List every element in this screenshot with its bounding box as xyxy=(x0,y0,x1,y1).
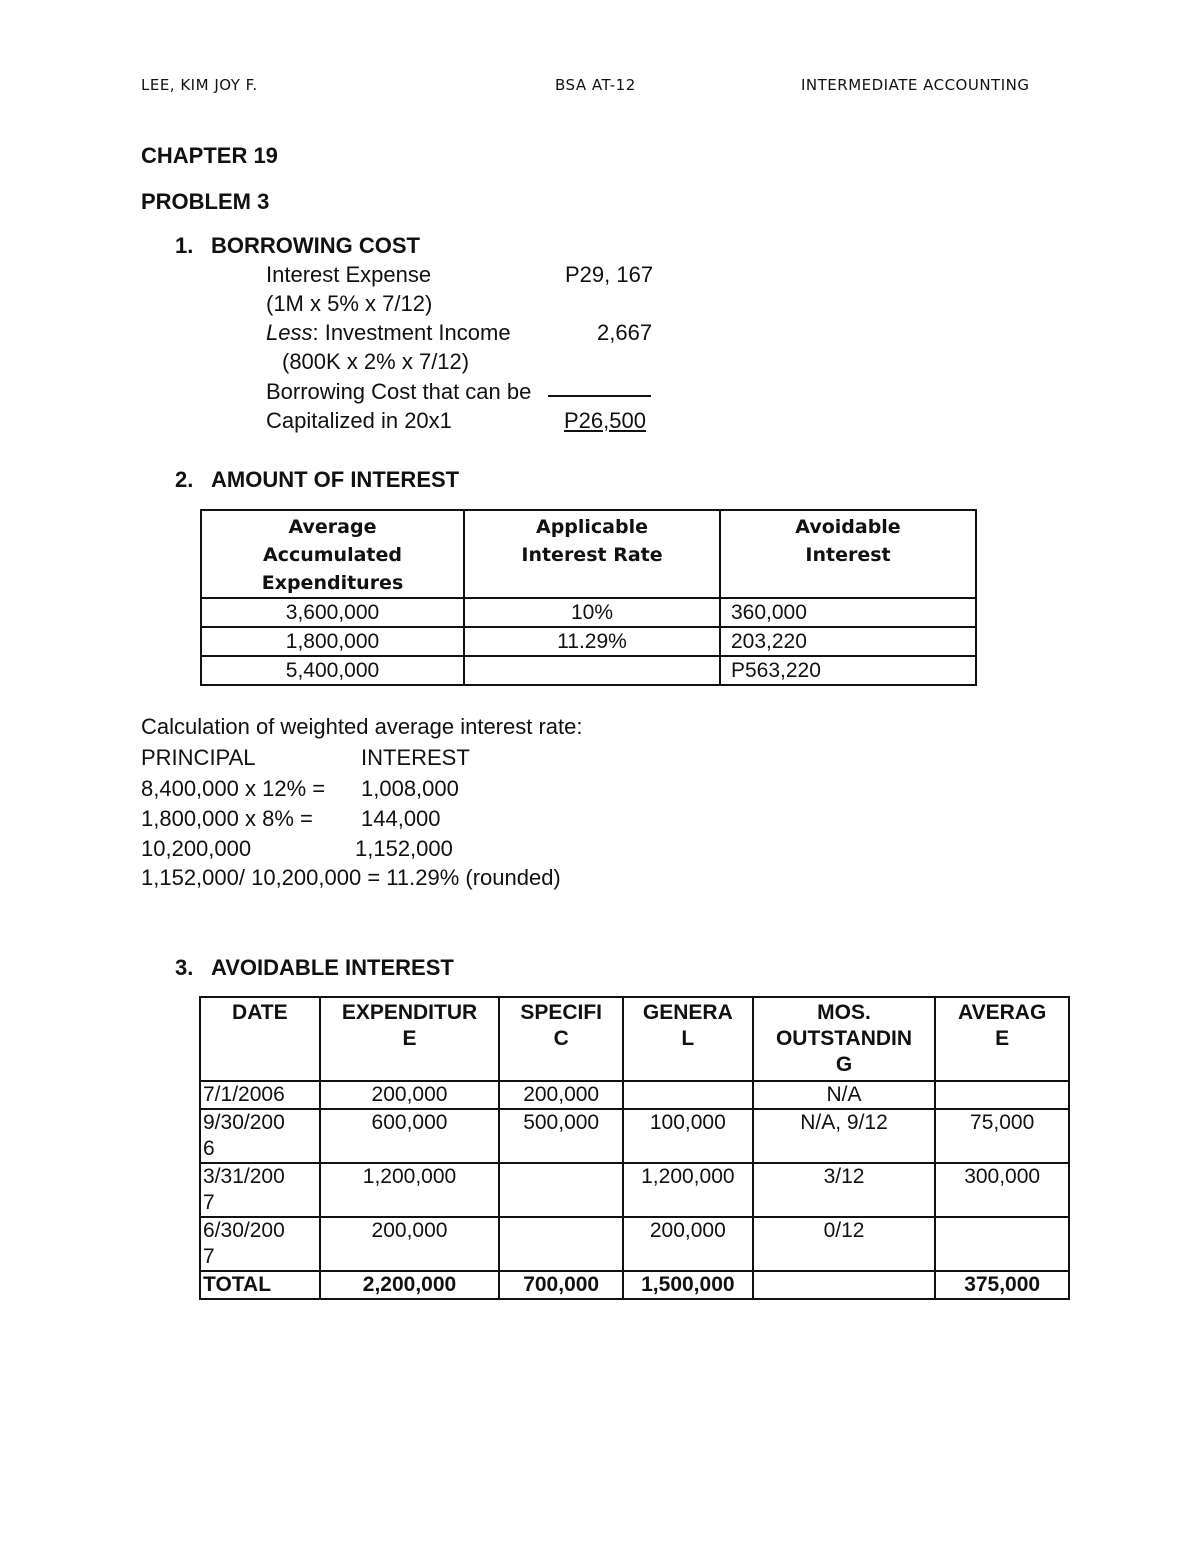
cell-expenditure: 200,000 xyxy=(320,1081,500,1109)
cell-general xyxy=(623,1081,753,1109)
cell-expenditure: 1,800,000 xyxy=(201,627,464,656)
calc-line-principal: 8,400,000 x 12% = xyxy=(141,776,326,801)
calc-result: 1,152,000/ 10,200,000 = 11.29% (rounded) xyxy=(141,865,561,890)
capitalized-value: P26,500 xyxy=(564,408,646,433)
cell-rate xyxy=(464,656,720,685)
header-average: AVERAG E xyxy=(935,997,1069,1081)
cell-average xyxy=(935,1081,1069,1109)
cell-expenditure: 200,000 xyxy=(320,1217,500,1271)
student-section: BSA AT-12 xyxy=(555,76,636,94)
cell-rate: 11.29% xyxy=(464,627,720,656)
part1-number: 1. xyxy=(175,233,194,258)
cell-average: 75,000 xyxy=(935,1109,1069,1163)
calc-line-principal: 1,800,000 x 8% = xyxy=(141,806,313,831)
cell-date: 9/30/200 6 xyxy=(200,1109,320,1163)
table-row xyxy=(201,656,976,685)
calc-line-principal: 10,200,000 xyxy=(141,836,252,861)
cell-interest: 360,000 xyxy=(720,598,976,627)
interest-expense-formula: (1M x 5% x 7/12) xyxy=(266,291,433,316)
cell-total-expenditure: 2,200,000 xyxy=(320,1271,500,1299)
cell-general: 200,000 xyxy=(623,1217,753,1271)
table-row xyxy=(201,598,976,627)
cell-months: N/A, 9/12 xyxy=(753,1109,936,1163)
part3-title: AVOIDABLE INTEREST xyxy=(211,955,454,980)
calc-line-interest: 144,000 xyxy=(361,806,441,831)
cell-total-general: 1,500,000 xyxy=(623,1271,753,1299)
part1-title: BORROWING COST xyxy=(211,233,420,258)
cell-date: 7/1/2006 xyxy=(200,1081,320,1109)
investment-income-line xyxy=(266,320,511,346)
student-name: LEE, KIM JOY F. xyxy=(141,76,258,94)
calc-line-interest: 1,152,000 xyxy=(355,836,453,861)
header-months-outstanding: MOS. OUTSTANDIN G xyxy=(753,997,936,1081)
cell-expenditure: 1,200,000 xyxy=(320,1163,500,1217)
subject-name: INTERMEDIATE ACCOUNTING xyxy=(801,76,1030,94)
cell-months: N/A xyxy=(753,1081,936,1109)
avoidable-interest-table xyxy=(199,996,1070,1300)
cell-total-average: 375,000 xyxy=(935,1271,1069,1299)
interest-expense-value: P29, 167 xyxy=(565,262,654,287)
chapter-title: CHAPTER 19 xyxy=(141,143,278,168)
cell-interest: P563,220 xyxy=(720,656,976,685)
header-applicable-interest-rate: Applicable Interest Rate xyxy=(464,510,720,598)
capitalized-label-line2: Capitalized in 20x1 xyxy=(266,408,452,433)
calc-header-interest: INTEREST xyxy=(361,745,470,770)
part2-title: AMOUNT OF INTEREST xyxy=(211,467,460,492)
cell-date: 3/31/200 7 xyxy=(200,1163,320,1217)
cell-specific xyxy=(499,1163,623,1217)
cell-months: 0/12 xyxy=(753,1217,936,1271)
cell-average xyxy=(935,1217,1069,1271)
header-specific: SPECIFI C xyxy=(499,997,623,1081)
cell-total-label: TOTAL xyxy=(200,1271,320,1299)
part2-number: 2. xyxy=(175,467,194,492)
investment-income-label: : Investment Income xyxy=(312,320,511,345)
cell-total-months xyxy=(753,1271,936,1299)
investment-income-formula: (800K x 2% x 7/12) xyxy=(282,349,470,374)
header-expenditure: EXPENDITUR E xyxy=(320,997,500,1081)
cell-interest: 203,220 xyxy=(720,627,976,656)
investment-income-value: 2,667 xyxy=(597,320,653,345)
calc-line-interest: 1,008,000 xyxy=(361,776,459,801)
part3-number: 3. xyxy=(175,955,194,980)
table-row xyxy=(200,1217,1069,1271)
cell-expenditure: 5,400,000 xyxy=(201,656,464,685)
cell-average: 300,000 xyxy=(935,1163,1069,1217)
calc-title: Calculation of weighted average interest rate: xyxy=(141,714,583,739)
cell-rate: 10% xyxy=(464,598,720,627)
capitalized-label-line1: Borrowing Cost that can be xyxy=(266,379,532,404)
problem-title: PROBLEM 3 xyxy=(141,189,270,214)
cell-specific: 500,000 xyxy=(499,1109,623,1163)
total-row xyxy=(200,1271,1069,1299)
table-row xyxy=(201,627,976,656)
cell-general: 1,200,000 xyxy=(623,1163,753,1217)
table-row xyxy=(200,1163,1069,1217)
cell-expenditure: 600,000 xyxy=(320,1109,500,1163)
less-label: Less xyxy=(266,320,313,345)
header-avoidable-interest: Avoidable Interest xyxy=(720,510,976,598)
cell-date: 6/30/200 7 xyxy=(200,1217,320,1271)
header-date: DATE xyxy=(200,997,320,1081)
cell-months: 3/12 xyxy=(753,1163,936,1217)
table-row xyxy=(200,1109,1069,1163)
cell-specific: 200,000 xyxy=(499,1081,623,1109)
cell-expenditure: 3,600,000 xyxy=(201,598,464,627)
table-row xyxy=(200,1081,1069,1109)
cell-specific xyxy=(499,1217,623,1271)
interest-expense-label: Interest Expense xyxy=(266,262,432,287)
table-header-row xyxy=(200,997,1069,1081)
header-average-accumulated-expenditures: Average Accumulated Expenditures xyxy=(201,510,464,598)
amount-of-interest-table xyxy=(200,509,977,686)
header-general: GENERA L xyxy=(623,997,753,1081)
cell-total-specific: 700,000 xyxy=(499,1271,623,1299)
table-header-row xyxy=(201,510,976,598)
calc-header-principal: PRINCIPAL xyxy=(141,745,256,770)
cell-general: 100,000 xyxy=(623,1109,753,1163)
subtotal-rule xyxy=(548,395,651,397)
